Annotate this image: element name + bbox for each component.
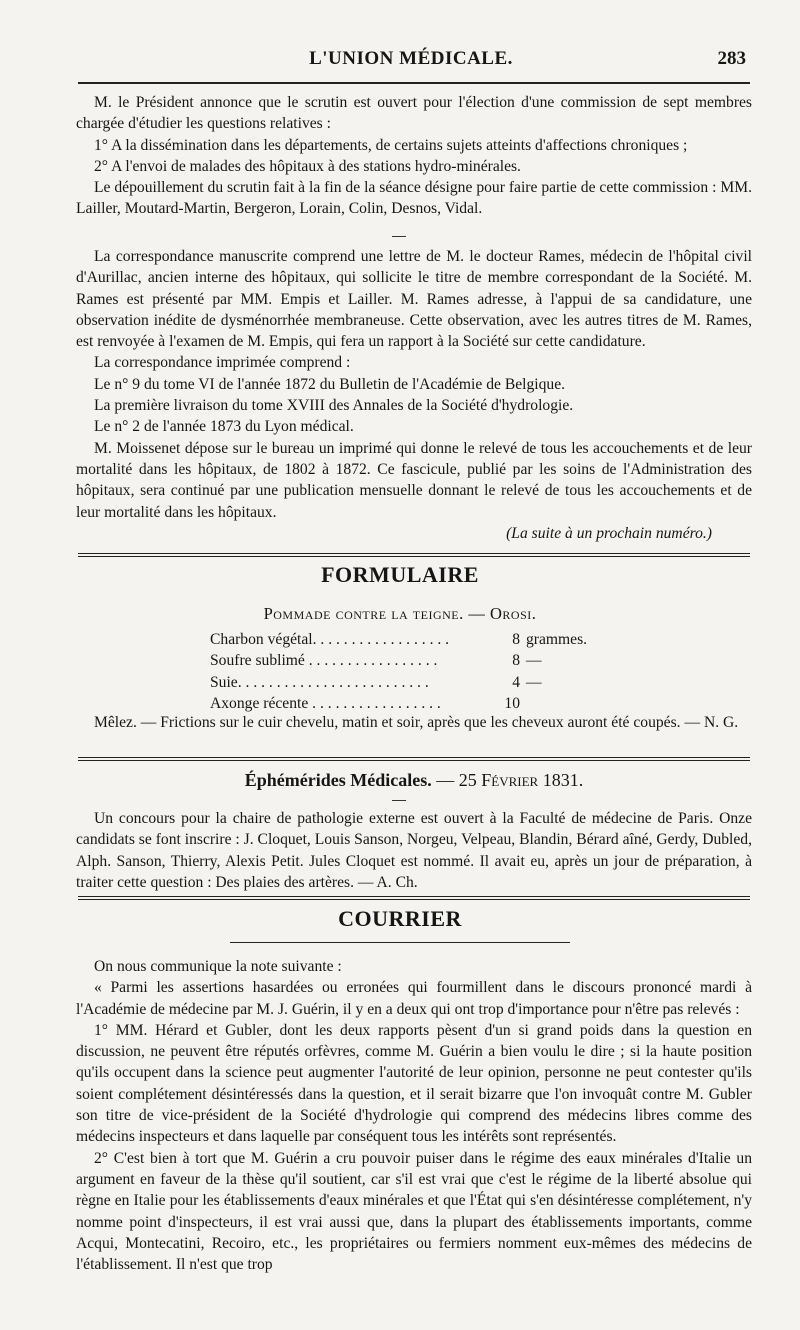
ingredient-unit bbox=[526, 693, 630, 714]
courrier-body bbox=[76, 956, 752, 1275]
paragraph: Le n° 9 du tome VI de l'année 1872 du Bulletin de l'Académie de Belgique. bbox=[94, 375, 566, 393]
paragraph: La première livraison du tome XVIII des Annales de la Société d'hydrologie. bbox=[94, 397, 574, 415]
paragraph: M. le Président annonce que le scrutin est ouvert pour l'élection d'une commission de sept membres chargée d'étudier les questions relatives : bbox=[76, 94, 752, 133]
ingredient-name: Soufre sublimé . . . . . . . . . . . . . . . . . bbox=[210, 652, 438, 670]
section-rule bbox=[78, 553, 750, 557]
ephemerides-heading: Éphémérides Médicales. bbox=[244, 770, 432, 790]
ingredient-qty: 10 bbox=[504, 694, 520, 712]
recipe-instructions: Mêlez. — Frictions sur le cuir chevelu, matin et soir, après que les cheveux auront été coupés. — N. G. bbox=[94, 714, 739, 731]
heading-underline bbox=[230, 942, 570, 943]
ingredient-qty: 8 bbox=[512, 652, 520, 670]
ingredient-unit: — bbox=[526, 652, 542, 670]
correspondence-section bbox=[76, 246, 752, 544]
separator-dash bbox=[392, 236, 406, 237]
formulaire-heading: FORMULAIRE bbox=[321, 562, 479, 587]
paragraph: Le n° 2 de l'année 1873 du Lyon médical. bbox=[94, 418, 354, 436]
paragraph: 2° C'est bien à tort que M. Guérin a cru pouvoir puiser dans le régime des eaux minérales d'Italie un argument en faveur de la thèse qu'il soutient, car s'il est vrai que c'est le régime de la liberté absolue qui règne en Italie pour les établissements d'eaux minérales et que l'État qui s'en désintéresse complétement, n'y nomme point d'inspecteurs, il est vrai aussi que, dans la plupart des établissements importants, comme Acqui, Montecatini, Recoiro, etc., les propriétaires ou fermiers nomment eux-mêmes des médecins de l'établissement. Il n'est que trop bbox=[76, 1149, 752, 1274]
page-number: 283 bbox=[717, 48, 746, 69]
recipe-instructions-block bbox=[76, 712, 752, 733]
ephemerides-heading-line bbox=[76, 770, 752, 791]
ingredient-name: Suie. . . . . . . . . . . . . . . . . . . . . . . . . bbox=[210, 673, 429, 691]
recipe-ingredients bbox=[210, 629, 630, 714]
ingredient-qty: 4 bbox=[512, 673, 520, 691]
ingredient-unit: — bbox=[526, 673, 542, 691]
ingredient-row bbox=[210, 693, 630, 714]
paragraph: 1° MM. Hérard et Gubler, dont les deux rapports pèsent d'un si grand poids dans la question en discussion, ne peuvent être réputés orfèvres, comme M. Guérin a bien voulu le dire ; si la haute position qu'ils occupent dans la science peut augmenter l'autorité de leur opinion, personne ne peut contester qu'ils soient complétement désintéressés dans la question, et il serait bizarre que l'on invoquât contre M. Gubler son titre de vice-président de la Société d'hydrologie qui comprend des médecins libres comme des médecins inspecteurs et dans laquelle par conséquent tous les intérêts sont représentés. bbox=[76, 1021, 752, 1146]
header-rule bbox=[78, 82, 750, 84]
continuation-note: (La suite à un prochain numéro.) bbox=[506, 524, 712, 542]
section-rule bbox=[78, 896, 750, 900]
paragraph: M. Moissenet dépose sur le bureau un imprimé qui donne le relevé de tous les accouchements et de leur mortalité dans les hôpitaux, de 1802 à 1872. Ce fascicule, publié par les soins de l'Administration des hôpitaux, sera continué par une publication mensuelle donnant le relevé de tous les accouchements et de leur mortalité dans les hôpitaux. bbox=[76, 439, 752, 521]
courrier-heading: COURRIER bbox=[338, 906, 462, 931]
ephemerides-body bbox=[76, 808, 752, 893]
ingredient-name: Charbon végétal. . . . . . . . . . . . . . . . . . bbox=[210, 631, 450, 648]
ingredient-name: Axonge récente . . . . . . . . . . . . . . . . . bbox=[210, 694, 441, 712]
paragraph: 1° A la dissémination dans les départements, de certains sujets atteints d'affections chroniques ; bbox=[94, 136, 688, 154]
paragraph: 2° A l'envoi de malades des hôpitaux à des stations hydro-minérales. bbox=[94, 157, 521, 175]
paragraph: La correspondance manuscrite comprend une lettre de M. le docteur Rames, médecin de l'hôpital civil d'Aurillac, ancien interne des hôpitaux, qui sollicite le titre de membre correspondant de la Société. M. Rames est présenté par MM. Empis et Lailler. M. Rames adresse, à l'appui de sa candidature, une observation inédite de dysménorrhée membraneuse. Cette observation, avec les autres titres de M. Rames, est renvoyée à l'examen de M. Empis, qui fera un rapport à la Société sur cette candidature. bbox=[76, 248, 752, 351]
paragraph: « Parmi les assertions hasardées ou erronées qui fourmillent dans le discours prononcé mardi à l'Académie de médecine par M. J. Guérin, il y en a deux qui ont trop d'importance pour n'être pas relevés : bbox=[76, 979, 752, 1018]
minutes-section bbox=[76, 92, 752, 220]
ingredient-qty: 8 bbox=[512, 631, 520, 648]
separator-dash bbox=[392, 800, 406, 801]
recipe-title: Pommade contre la teigne. — Orosi. bbox=[263, 604, 537, 623]
paragraph: Un concours pour la chaire de pathologie externe est ouvert à la Faculté de médecine de Paris. Onze candidats se font inscrire : J. Cloquet, Louis Sanson, Norgeu, Velpeau, Blandin, Bérard aîné, Gerdy, Dubled, Alph. Sanson, Thierry, Alexis Petit. Jules Cloquet est nommé. Il avait eu, après un jour de préparation, à traiter cette question : Des plaies des artères. — A. Ch. bbox=[76, 810, 752, 891]
ingredient-row bbox=[210, 672, 630, 693]
paragraph: Le dépouillement du scrutin fait à la fin de la séance désigne pour faire partie de cette commission : MM. Lailler, Moutard-Martin, Bergeron, Lorain, Colin, Desnos, Vidal. bbox=[76, 179, 752, 218]
ingredient-unit: grammes. bbox=[526, 631, 588, 648]
paragraph: On nous communique la note suivante : bbox=[94, 958, 342, 975]
running-header bbox=[70, 48, 752, 76]
journal-title: L'UNION MÉDICALE. bbox=[309, 48, 513, 69]
ingredient-row bbox=[210, 650, 630, 671]
ingredient-row bbox=[210, 629, 630, 650]
section-rule bbox=[78, 757, 750, 761]
paragraph: La correspondance imprimée comprend : bbox=[94, 354, 351, 372]
ephemerides-date: — 25 Février 1831. bbox=[436, 770, 584, 790]
